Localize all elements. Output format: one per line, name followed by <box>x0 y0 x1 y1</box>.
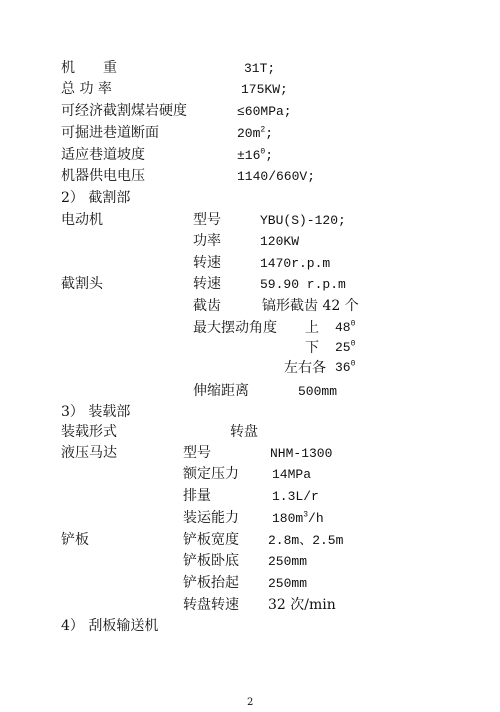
power-label: 总 功 率 <box>61 81 112 97</box>
hardness-value: ≤60MPa; <box>237 104 292 119</box>
telescopic-label: 伸缩距离 <box>193 383 249 399</box>
swing-lr-label: 左右各 <box>284 360 326 376</box>
turntable-speed-label: 转盘转速 <box>183 597 239 613</box>
page-number: 2 <box>247 697 254 708</box>
loading-heading: 3） 装载部 <box>61 404 131 420</box>
swing-down-label: 下 <box>305 340 319 356</box>
shovel-lower-label: 铲板卧底 <box>183 553 239 569</box>
shovel-raise-label: 铲板抬起 <box>183 575 239 591</box>
hydraulic-model-value: NHM-1300 <box>270 446 333 461</box>
cutting-motor-label: 电动机 <box>61 212 103 228</box>
cutting-model-value: YBU(S)-120; <box>260 213 346 228</box>
shovel-width-label: 铲板宽度 <box>183 532 239 548</box>
pressure-value: 14MPa <box>272 467 312 482</box>
capacity-label: 装运能力 <box>183 510 239 526</box>
displacement-value: 1.3L/r <box>272 489 319 504</box>
slope-label: 适应巷道坡度 <box>61 147 145 163</box>
hardness-label: 可经济截割煤岩硬度 <box>61 103 187 119</box>
capacity-value: $180m^3/h$ <box>272 510 324 526</box>
shovel-label: 铲板 <box>61 532 89 548</box>
cutting-speed-label: 转速 <box>193 255 221 271</box>
shovel-lower-value: 250mm <box>268 554 308 569</box>
power-value: 175KW; <box>241 82 288 97</box>
swing-label: 最大摆动角度 <box>193 320 277 336</box>
shovel-width-value: 2.8m、2.5m <box>268 533 344 548</box>
displacement-label: 排量 <box>183 488 211 504</box>
voltage-label: 机器供电电压 <box>61 168 145 184</box>
swing-up-label: 上 <box>305 320 319 336</box>
cutting-speed-value: 1470r.p.m <box>260 256 331 271</box>
voltage-value: 1140/660V; <box>237 169 316 184</box>
cutting-heading: 2） 截割部 <box>61 190 131 206</box>
shovel-raise-value: 250mm <box>268 576 308 591</box>
swing-lr-value: $36^0$ <box>335 359 356 375</box>
weight-value: 31T; <box>244 61 276 76</box>
teeth-label: 截齿 <box>193 298 221 314</box>
slope-value: $\pm 16^0$; <box>237 147 274 163</box>
loading-form-label: 装载形式 <box>61 424 117 440</box>
telescopic-value: 500mm <box>298 384 338 399</box>
weight-label: 机 重 <box>61 60 117 76</box>
section-label: 可掘进巷道断面 <box>61 125 159 141</box>
section-value: $20m^2$; <box>237 125 274 141</box>
swing-up-value: $48^0$ <box>335 319 356 335</box>
cutting-power-value: 120KW <box>260 234 300 249</box>
conveyor-heading: 4） 刮板输送机 <box>61 618 159 634</box>
cutting-head-label: 截割头 <box>61 276 103 292</box>
swing-down-value: $25^0$ <box>335 339 356 355</box>
hydraulic-motor-label: 液压马达 <box>61 445 117 461</box>
teeth-value: 镐形截齿 42 个 <box>262 298 359 314</box>
loading-form-value: 转盘 <box>230 424 258 440</box>
cutting-power-label: 功率 <box>193 233 221 249</box>
cutting-model-label: 型号 <box>193 212 221 228</box>
turntable-speed-value: 32 次/min <box>268 597 336 613</box>
hydraulic-model-label: 型号 <box>183 445 211 461</box>
pressure-label: 额定压力 <box>183 466 239 482</box>
head-speed-value: 59.90 r.p.m <box>260 277 346 292</box>
head-speed-label: 转速 <box>193 276 221 292</box>
